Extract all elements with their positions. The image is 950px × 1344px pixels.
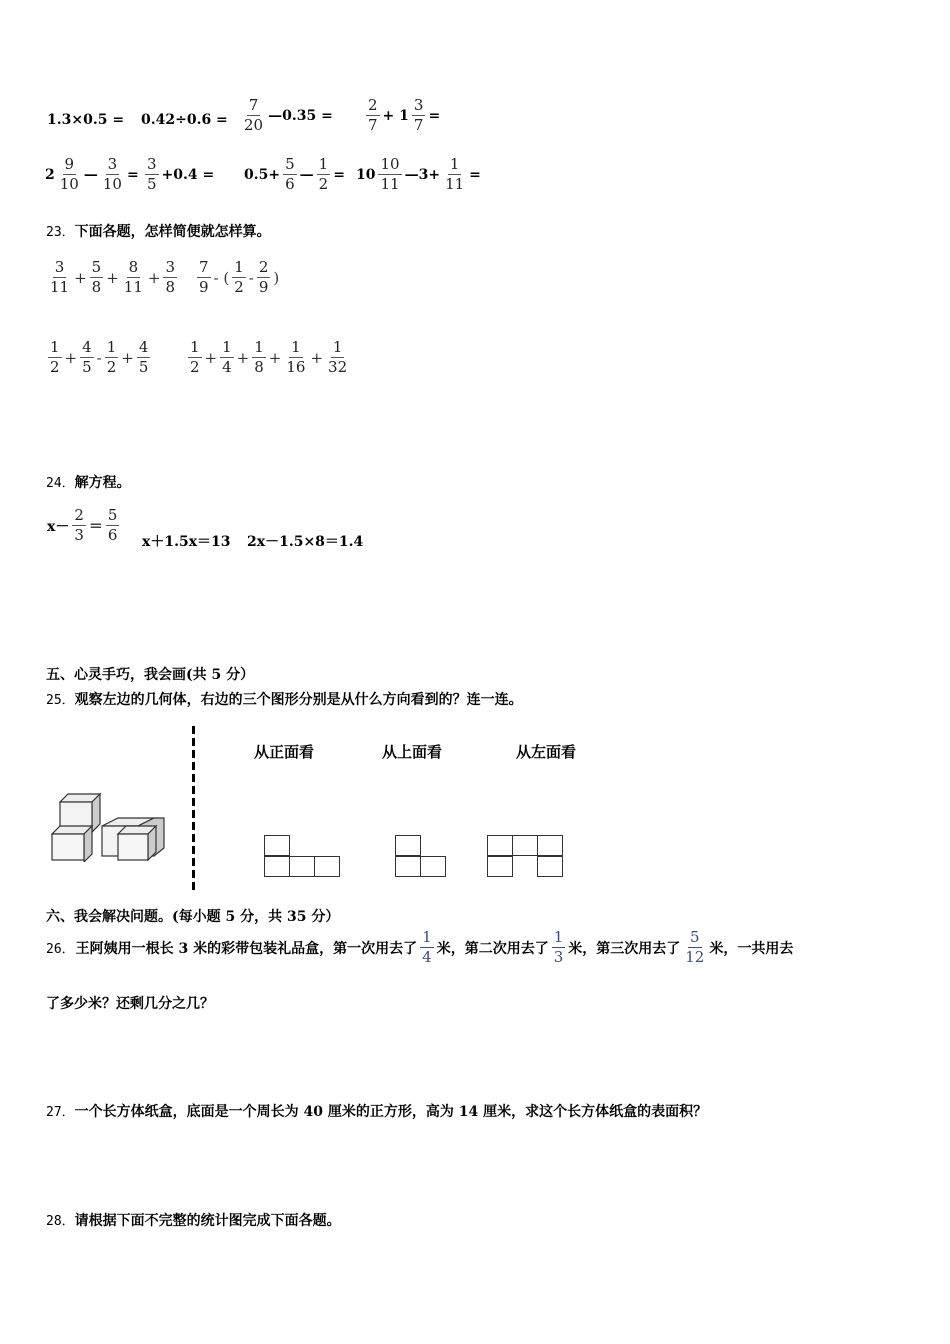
fraction-numerator: 1 [291,338,301,356]
fraction-denominator: 8 [91,278,102,296]
question-26 [46,928,794,967]
fraction-numerator: 3 [413,96,424,114]
calc-expression [140,112,229,128]
fraction-numerator: 7 [199,258,209,276]
expression-text: 米，一共用去 [709,940,794,957]
expression-text: 10 [356,166,376,183]
dashed-divider [192,726,195,892]
fraction [105,338,119,377]
fraction [326,338,349,377]
fraction-denominator: 20 [244,116,264,134]
expression-text: 2x－1.5×8＝1.4 [247,534,364,550]
calc-expression [46,112,125,128]
expression-text: 1.3×0.5 = [47,112,125,128]
expression-text: —3+ [404,166,441,183]
fraction-denominator: 11 [380,175,400,193]
expression-text: — [83,166,98,183]
fraction-numerator: 2 [74,506,84,524]
fraction-numerator: 5 [285,155,295,173]
expression-text: = [428,107,441,124]
expression-text: + [121,348,134,367]
fraction [101,155,124,194]
question-number: 23． [46,225,75,240]
fraction-denominator: 16 [286,358,306,376]
fraction [317,155,331,194]
question-26-continued: 了多少米？还剩几分之几？ [46,996,214,1012]
fraction-denominator: 11 [445,175,465,193]
simplify-expression [195,258,280,297]
fraction-numerator: 1 [222,338,232,356]
fraction [257,258,271,297]
fraction [220,338,234,377]
expression-text: 2 [45,166,55,183]
fraction-numerator: 7 [248,96,259,114]
fraction [48,258,71,297]
fraction-denominator: 5 [138,358,149,376]
fraction [58,155,81,194]
fraction [283,155,297,194]
fraction [420,928,434,967]
expression-text: - [96,348,102,367]
fraction-denominator: 6 [285,175,295,193]
fraction [284,338,307,377]
fraction-denominator: 32 [328,358,348,376]
fraction-denominator: 5 [147,175,157,193]
fraction [122,258,145,297]
fraction [137,338,151,377]
simplify-expression [186,338,351,377]
fraction [72,506,86,545]
expression-text: —0.35 = [268,107,333,124]
expression-text: + [74,268,87,287]
fraction-denominator: 8 [165,278,176,296]
question-number: 25． [46,693,75,708]
expression-text: ) [273,268,280,287]
expression-text: + [268,348,282,367]
fraction [197,258,211,297]
expression-text: 0.42÷0.6 = [141,112,228,128]
fraction-numerator: 4 [82,338,92,356]
fraction-numerator: 9 [64,155,75,173]
question-number: 27． [46,1105,75,1120]
view-label-top: 从上面看 [382,743,443,761]
expression-text: + [204,348,218,367]
fraction-denominator: 12 [685,948,705,966]
cube-solid-figure [48,790,168,862]
expression-text: 王阿姨用一根长 3 米的彩带包装礼品盒，第一次用去了 [75,940,418,957]
fraction [252,338,266,377]
question-number: 26． [46,942,75,957]
fraction-denominator: 2 [190,358,200,376]
fraction [443,155,466,194]
question-25 [46,689,523,709]
fraction-numerator: 4 [138,338,149,356]
question-number: 28． [46,1214,75,1229]
fraction-numerator: 3 [165,258,176,276]
fraction-denominator: 2 [318,175,329,193]
fraction [48,338,62,377]
question-27 [46,1101,707,1121]
fraction [80,338,94,377]
calc-expression [364,96,441,135]
section-heading-6: 六、我会解决问题。(每小题 5 分，共 35 分） [46,909,340,925]
fraction-numerator: 8 [128,258,139,276]
question-text: 观察左边的几何体，右边的三个图形分别是从什么方向看到的？连一连。 [74,692,523,708]
fraction-numerator: 5 [91,258,102,276]
expression-text: x－ [47,518,70,535]
equation [141,531,232,551]
view-label-left: 从左面看 [516,743,577,761]
fraction-numerator: 1 [318,155,329,173]
expression-text: 米，第三次用去了 [568,940,681,957]
question-28 [46,1210,341,1230]
fraction-numerator: 5 [690,928,700,946]
fraction-numerator: 3 [147,155,157,173]
expression-text: = [126,166,139,183]
fraction [378,155,401,194]
fraction-numerator: 1 [190,338,200,356]
question-24 [46,472,131,492]
expression-text: + 1 [382,107,409,124]
fraction-numerator: 1 [106,338,117,356]
simplify-expression [46,338,152,377]
fraction-numerator: 1 [254,338,264,356]
expression-text: +0.4 = [161,166,215,183]
fraction-denominator: 6 [107,526,118,544]
question-text: 一个长方体纸盒，底面是一个周长为 40 厘米的正方形，高为 14 厘米，求这个长方体纸盒的表面积？ [74,1104,708,1120]
fraction-denominator: 11 [50,278,70,296]
fraction-numerator: 1 [553,928,564,946]
fraction [90,258,104,297]
expression-text: + [236,348,250,367]
fraction-denominator: 11 [123,278,143,296]
fraction-denominator: 3 [553,948,564,966]
fraction [683,928,706,967]
fraction-denominator: 4 [422,948,432,966]
fraction [366,96,380,135]
expression-text: ＝ [88,518,103,535]
expression-text: + [64,348,78,367]
fraction-denominator: 2 [50,358,60,376]
calc-expression [143,155,215,194]
fraction-numerator: 3 [107,155,118,173]
fraction-numerator: 5 [107,506,118,524]
expression-text: - ( [213,268,230,287]
question-text: 解方程。 [74,475,131,491]
fraction [412,96,426,135]
fraction-numerator: 10 [380,155,400,173]
calc-expression [44,155,140,194]
calc-expression [243,155,346,194]
question-23 [46,221,271,241]
expression-text: - [248,268,254,287]
fraction-denominator: 4 [222,358,232,376]
fraction [145,155,159,194]
fraction-denominator: 8 [254,358,264,376]
fraction [552,928,566,967]
question-text: 请根据下面不完整的统计图完成下面各题。 [74,1213,341,1229]
question-text: 下面各题，怎样简便就怎样算。 [74,224,271,240]
fraction [106,506,120,545]
fraction-denominator: 7 [413,116,424,134]
expression-text: = [469,166,481,183]
fraction-denominator: 5 [82,358,92,376]
view-label-front: 从正面看 [254,743,315,761]
fraction-denominator: 10 [59,175,79,193]
fraction [242,96,265,135]
fraction-numerator: 1 [234,258,244,276]
fraction-denominator: 7 [368,116,378,134]
fraction [163,258,177,297]
expression-text: 0.5+ [244,166,281,183]
expression-text: + [106,268,119,287]
calc-expression [355,155,482,194]
fraction-numerator: 2 [368,96,378,114]
fraction-numerator: 1 [449,155,460,173]
expression-text: 米，第二次用去了 [436,940,549,957]
fraction-denominator: 10 [102,175,122,193]
fraction-numerator: 1 [332,338,343,356]
fraction-denominator: 2 [106,358,117,376]
expression-text: + [310,348,324,367]
expression-text: = [333,166,345,183]
question-text [75,928,795,967]
expression-text: x＋1.5x＝13 [142,534,231,550]
calc-expression [240,96,334,135]
fraction-numerator: 3 [54,258,65,276]
fraction [188,338,202,377]
fraction-denominator: 2 [234,278,244,296]
expression-text: — [299,166,314,183]
equation [46,506,121,545]
fraction-denominator: 3 [74,526,84,544]
question-number: 24． [46,476,75,491]
fraction-numerator: 2 [258,258,269,276]
fraction-denominator: 9 [258,278,269,296]
fraction-numerator: 1 [422,928,432,946]
section-heading-5: 五、心灵手巧，我会画(共 5 分） [46,667,255,683]
simplify-expression [46,258,179,297]
expression-text: + [147,268,161,287]
fraction-denominator: 9 [199,278,209,296]
fraction [232,258,246,297]
equation [246,531,364,551]
fraction-numerator: 1 [50,338,60,356]
